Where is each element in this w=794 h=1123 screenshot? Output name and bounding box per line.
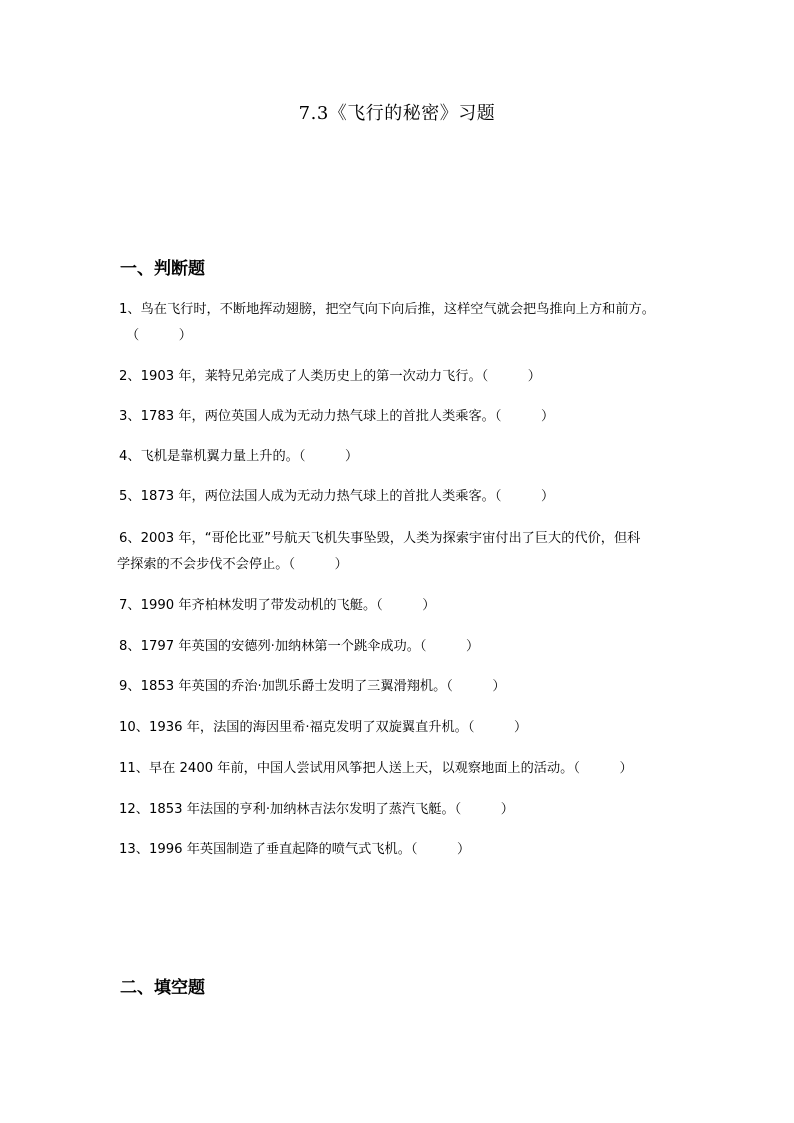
question-text: 12、1853 年法国的亨利·加纳林吉法尔发明了蒸汽飞艇。（ ） (119, 802, 514, 817)
question-item (119, 674, 506, 700)
question-item (119, 484, 554, 510)
question-item (119, 404, 554, 430)
question-text: 1、鸟在飞行时，不断地挥动翅膀，把空气向下向后推，这样空气就会把鸟推向上方和前方。 (119, 302, 655, 317)
question-text: 3、1783 年，两位英国人成为无动力热气球上的首批人类乘客。（ ） (119, 409, 555, 424)
question-item (119, 444, 358, 470)
question-item (119, 634, 479, 660)
question-text: 10、1936 年，法国的海因里希·福克发明了双旋翼直升机。（ ） (119, 720, 528, 735)
question-text: 4、飞机是靠机翼力量上升的。（ ） (119, 449, 359, 464)
question-text: 13、1996 年英国制造了垂直起降的喷气式飞机。（ ） (119, 842, 471, 857)
question-item (119, 837, 470, 863)
question-text-continuation: （ ） (126, 328, 192, 343)
section-heading-fill-blank: 二、填空题 (120, 978, 205, 998)
question-item (119, 756, 633, 782)
question-item (119, 715, 527, 741)
question-item (119, 364, 541, 390)
question-text: 6、2003 年，“哥伦比亚”号航天飞机失事坠毁，人类为探索宇宙付出了巨大的代价，但科 (119, 531, 641, 546)
question-text-continuation: 学探索的不会步伐不会停止。（ ） (117, 557, 348, 572)
question-item (119, 297, 655, 349)
question-item (119, 797, 514, 823)
question-text: 11、早在 2400 年前，中国人尝试用风筝把人送上天，以观察地面上的活动。（ ） (119, 761, 633, 776)
question-text: 9、1853 年英国的乔治·加凯乐爵士发明了三翼滑翔机。（ ） (119, 679, 506, 694)
section-heading-true-false: 一、判断题 (120, 259, 205, 279)
document-title: 7.3《飞行的秘密》习题 (298, 103, 496, 124)
question-text: 8、1797 年英国的安德列·加纳林第一个跳伞成功。（ ） (119, 639, 480, 654)
question-text: 5、1873 年，两位法国人成为无动力热气球上的首批人类乘客。（ ） (119, 489, 555, 504)
question-item (119, 593, 435, 619)
question-item (119, 526, 640, 578)
question-text: 7、1990 年齐柏林发明了带发动机的飞艇。（ ） (119, 598, 436, 613)
question-text: 2、1903 年，莱特兄弟完成了人类历史上的第一次动力飞行。（ ） (119, 369, 541, 384)
